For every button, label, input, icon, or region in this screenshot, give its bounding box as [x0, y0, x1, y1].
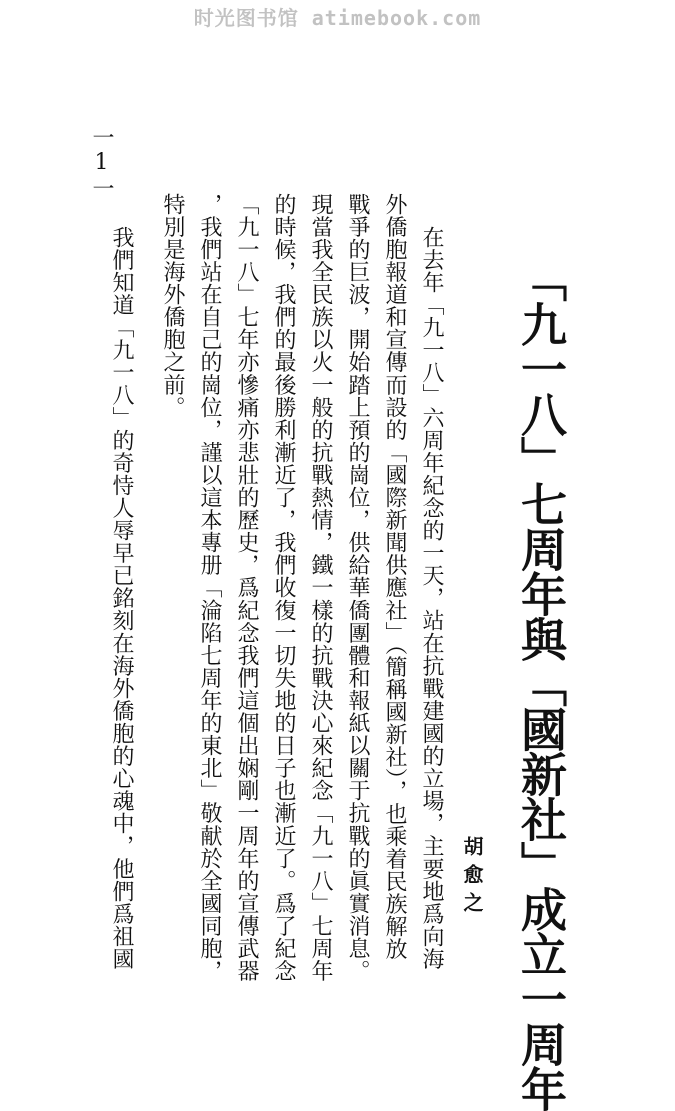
text-column-9: 我們知道「九一八」的奇恃人辱早已銘刻在海外僑胞的心魂中，他們爲祖國: [109, 226, 134, 971]
text-column-8: 特別是海外僑胞之前。: [160, 193, 185, 419]
text-column-6: 「九一八」七年亦慘痛亦悲壯的歷史，爲紀念我們這個出娴剛一周年的宣傳武器: [234, 193, 259, 983]
author-name: 胡愈之: [460, 836, 484, 920]
watermark: 时光图书馆 atimebook.com: [193, 6, 482, 30]
text-column-7: ，我們站在自己的崗位，謹以這本專册「淪陷七周年的東北」敬献於全國同胞，: [197, 193, 222, 983]
text-column-3: 戰爭的巨波，開始踏上預的崗位，供給華僑團體和報紙以關于抗戰的眞實消息。: [345, 193, 370, 983]
page-number: 一1一: [89, 126, 114, 201]
text-column-4: 現當我全民族以火一般的抗戰熱情，鐵一樣的抗戰決心來紀念「九一八」七周年: [308, 193, 333, 983]
text-column-2: 外僑胞報道和宣傳而設的「國際新聞供應社」（簡稱國新社），也乘着民族解放: [382, 193, 407, 961]
article-title: 「九一八」七周年與「國新社」成立一周年: [514, 256, 568, 1111]
text-column-1: 在去年「九一八」六周年紀念的一天，站在抗戰建國的立場，主要地爲向海: [419, 226, 444, 971]
text-column-5: 的時候，我們的最後勝利漸近了，我們收復一切失地的日子也漸近了。爲了紀念: [271, 193, 296, 983]
